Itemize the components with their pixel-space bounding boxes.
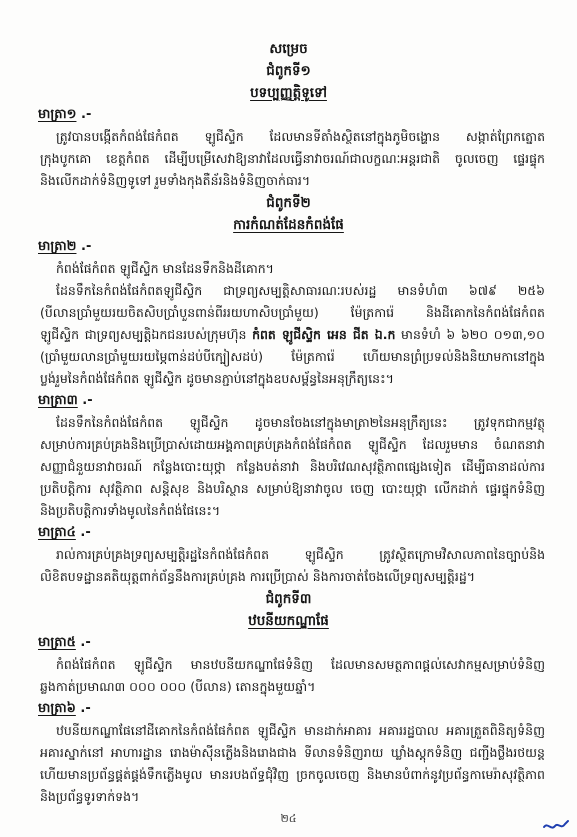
article-3-heading [38, 390, 543, 412]
company-name: កំពត ឡូជីស្ទិក អេន ជីត ឯ.ក [252, 327, 396, 342]
chapter-1-title [0, 82, 577, 104]
article-6-line-3: ហើយមានប្រព័ន្ធផ្គត់ផ្គង់ទឹកភ្លើងមូល មានរបងព័ទ្ធជុំវិញ ច្រកចូលចេញ និងមានបំពាក់នូវប្រព័ន្ធកាមេរ៉ាសុវត្ថិភាព [40, 767, 545, 782]
article-1-label: មាត្រា១ [38, 107, 77, 122]
chapter-3-label [0, 588, 577, 610]
chapter-3-label-text: ជំពូកទី៣ [265, 591, 312, 607]
article-5-suffix: .- [80, 635, 91, 650]
article-2-line-4: (ប្រាំមួយលានប្រាំមួយរយម្ភៃពាន់ដប់បីក្បៀសដប់) ម៉ែត្រការ៉េ ហើយមានព្រំប្រទល់និងនិយាមកានៅក្នុង [40, 349, 545, 364]
article-5-heading [38, 632, 543, 654]
article-4-line-1: រាល់ការគ្រប់គ្រងទ្រព្យសម្បត្តិរដ្ឋនៃកំពង់ផែកំពត ឡូជីស្ទិក ត្រូវស្ថិតក្រោមវិសាលភាពនៃច្បាប់និង [56, 547, 545, 562]
chapter-1-title-text: បទប្បញ្ញត្តិទូទៅ [250, 85, 327, 101]
chapter-2-title-text: ការកំណត់ដែនកំពង់ផែ [233, 217, 344, 233]
article-4-label: មាត្រា៤ [38, 525, 76, 540]
article-2-suffix: .- [81, 239, 92, 254]
decision-title [0, 38, 577, 60]
article-2-line-3-before: ឡូជីស្ទិក ជាទ្រព្យសម្បត្តិឯកជនរបស់ក្រុមហ៊ុន [40, 327, 253, 342]
page-number-text: ២៤ [280, 812, 297, 825]
article-3-line-3: សញ្ញាជំនួយនាវាចរណ៍ កន្លែងបោះយុថ្កា កន្លែងបត់នាវា និងបរិវេណសុវត្ថិភាពផ្សេងទៀត ដើម្បីធានាដល់ការ [40, 459, 545, 474]
chapter-3-title [0, 610, 577, 632]
article-6-suffix: .- [80, 701, 91, 716]
article-3-line-1: ដែនទឹកនៃកំពង់ផែកំពត ឡូជីស្ទិក ដូចមានចែងនៅក្នុងមាត្រា២នៃអនុក្រឹត្យនេះ ត្រូវទុកជាកម្មវត្ថុ [56, 415, 545, 430]
article-2-line-2: (បីលានប្រាំមួយរយចិតសិបប្រាំបួនពាន់ពីររយហាសិបប្រាំមួយ) ម៉ែត្រការ៉េ និងដីគោកនៃកំពង់ផែកំពត [40, 305, 545, 320]
chapter-2-label [0, 192, 577, 214]
chapter-3-title-text: ឋបនីយកណ្ឌាផែ [248, 613, 329, 629]
article-2-heading [38, 236, 543, 258]
article-3-label: មាត្រា៣ [38, 393, 78, 408]
chapter-2-label-text: ជំពូកទី២ [266, 195, 311, 211]
article-3-suffix: .- [82, 393, 93, 408]
article-1-line-1: ត្រូវបានបង្កើតកំពង់ផែកំពត ឡូជីស្ទិក ដែលមានទីតាំងស្ថិតនៅក្នុងភូមិចង្ហោន សង្កាត់ព្រែកត្នោត [56, 129, 545, 144]
article-6-line-2: អគារស្នាក់នៅ អាហារដ្ឋាន រោងម៉ាស៊ីនភ្លើងនិងរោងជាង ទីលានទំនិញរាយ ឃ្លាំងស្តុកទំនិញ ជញ្ជីងថ្លឹងរថយន្ត [40, 745, 545, 760]
article-1-heading [38, 104, 543, 126]
chapter-1-label-text: ជំពូកទី១ [266, 63, 311, 79]
decision-title-text: សម្រេច [269, 41, 308, 57]
article-2-line-3 [40, 324, 545, 346]
article-1-line-3: និងលើកដាក់ទំនិញទូទៅ រួមទាំងកុងតឺន័រនិងទំនិញចាក់ធារ។ [40, 173, 311, 188]
article-5-line-1: កំពង់ផែកំពត ឡូជីស្ទិក មានឋបនីយកណ្ឌាផែទំនិញ ដែលមានសមត្ថភាពផ្តល់សេវាកម្មសម្រាប់ទំនិញ [56, 657, 545, 672]
article-5-line-2: ឆ្លងកាត់ប្រមាណ៣ ០០០ ០០០ (បីលាន) តោនក្នុងមួយឆ្នាំ។ [40, 679, 316, 694]
article-4-heading [38, 522, 543, 544]
article-6-line-4: និងប្រព័ន្ធទូរទាក់ទង។ [40, 789, 140, 804]
chapter-2-title [0, 214, 577, 236]
chapter-1-label [0, 60, 577, 82]
article-3-line-2: សម្រាប់ការគ្រប់គ្រងនិងប្រើប្រាស់ដោយអង្គភាពគ្រប់គ្រងកំពង់ផែកំពត ឡូជីស្ទិក ដែលរួមមាន ចំណតនាវា [40, 437, 545, 452]
article-5-label: មាត្រា៥ [38, 635, 76, 650]
article-2-line-5: ប្លង់រួមនៃកំពង់ផែកំពត ឡូជីស្ទិក ដូចមានភ្ជាប់នៅក្នុងឧបសម្ព័ន្ធនៃអនុក្រឹត្យនេះ។ [40, 371, 394, 386]
article-2-label: មាត្រា២ [38, 239, 77, 254]
article-6-heading [38, 698, 543, 720]
handwritten-initial-mark [541, 818, 571, 834]
article-6-line-1: ឋបនីយកណ្ឌាផែនៅដីគោកនៃកំពង់ផែកំពត ឡូជីស្ទិក មានដាក់អាគារ អគាររដ្ឋបាល អគារត្រួតពិនិត្យទំនិញ [56, 723, 545, 738]
article-2-line-1: ដែនទឹកនៃកំពង់ផែកំពតឡូជីស្ទិក ជាទ្រព្យសម្បត្តិសាធារណៈរបស់រដ្ឋ មានទំហំ៣ ៦៧៩ ២៥៦ [56, 283, 545, 298]
article-2-intro: កំពង់ផែកំពត ឡូជីស្ទិក មានដែនទឹកនិងដីគោក។ [56, 261, 274, 276]
page-number [0, 808, 577, 830]
article-1-line-2: ក្រុងបូកគោ ខេត្តកំពត ដើម្បីបម្រើសេវាឱ្យនាវាដែលធ្វើនាវាចរណ៍ជាលក្ខណៈអន្តរជាតិ ចូលចេញ ផ្ទេរផ្ទុក [40, 151, 545, 166]
article-1-suffix: .- [81, 107, 92, 122]
article-3-line-4: ប្រតិបត្តិការ សុវត្ថិភាព សន្តិសុខ និងបរិស្ថាន សម្រាប់ឱ្យនាវាចូល ចេញ បោះយុថ្កា លើកដាក់ ផ្ទេរផ្ទុកទំនិញ [40, 481, 545, 496]
article-6-label: មាត្រា៦ [38, 701, 76, 716]
article-3-line-5: និងប្រតិបត្តិការទាំងមូលនៃកំពង់ផែនេះ។ [40, 503, 221, 518]
article-2-line-3-after: មានទំហំ ៦ ៦២០ ០១៣,១០ [395, 327, 545, 342]
article-4-suffix: .- [80, 525, 91, 540]
article-4-line-2: លិខិតបទដ្ឋានគតិយុត្តពាក់ព័ន្ធនឹងការគ្រប់គ្រង ការប្រើប្រាស់ និងការចាត់ចែងលើទ្រព្យសម្បត្តិរដ្ឋ។ [40, 569, 476, 584]
